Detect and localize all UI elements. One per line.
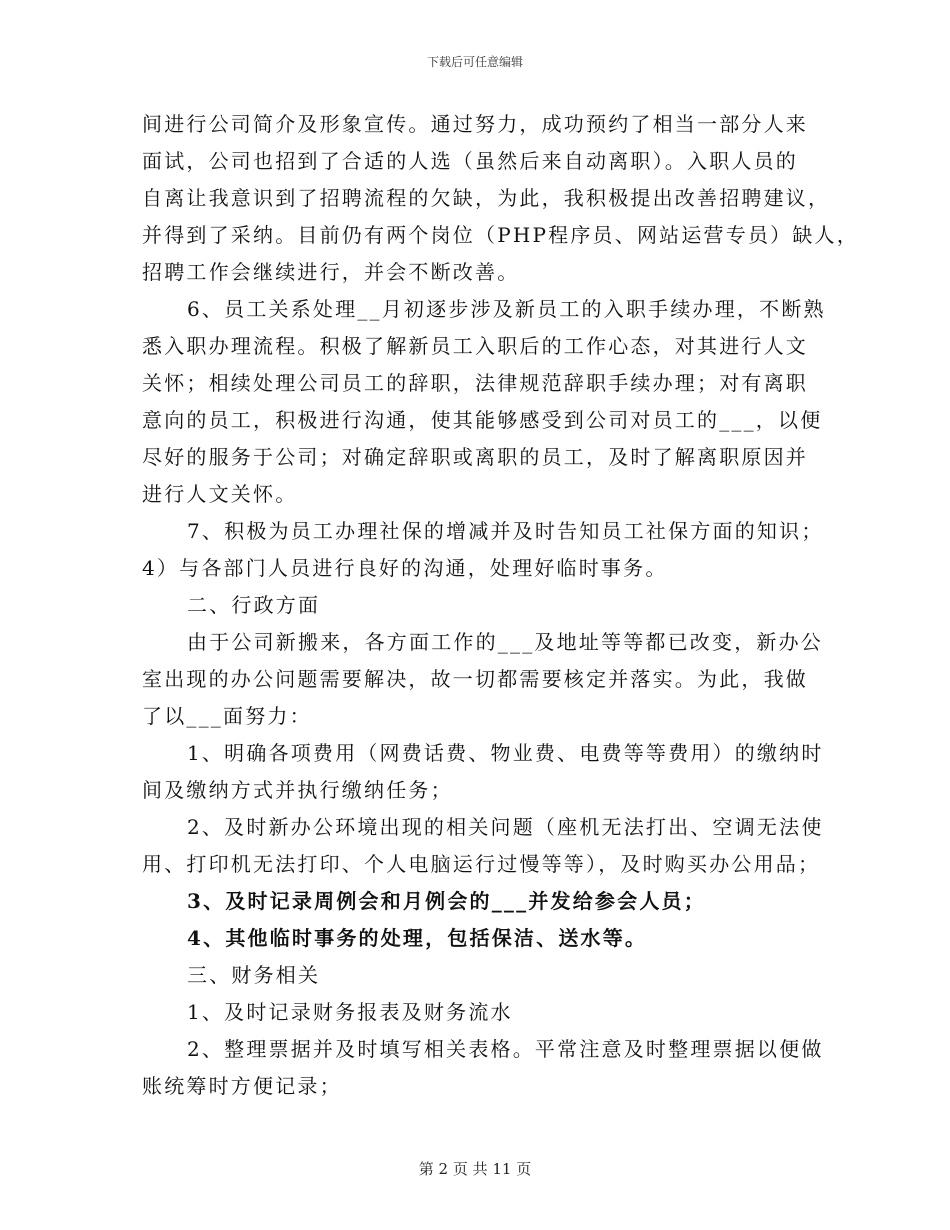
paragraph-line: 用、打印机无法打印、个人电脑运行过慢等等），及时购买办公用品； <box>142 852 821 876</box>
section-heading: 三、财务相关 <box>187 963 321 987</box>
bold-list-item: 3、及时记录周例会和月例会的___并发给参会人员； <box>187 889 706 913</box>
paragraph-line: 1、明确各项费用（网费话费、物业费、电费等等费用）的缴纳时 <box>187 741 824 765</box>
paragraph-line: 悉入职办理流程。积极了解新员工入职后的工作心态，对其进行人文 <box>142 334 808 358</box>
paragraph-line: 7、积极为员工办理社保的增减并及时告知员工社保方面的知识； <box>187 519 824 543</box>
paragraph-line: 自离让我意识到了招聘流程的欠缺，为此，我积极提出改善招聘建议， <box>142 186 831 210</box>
paragraph-line: 1、及时记录财务报表及财务流水 <box>187 1000 513 1024</box>
section-heading: 二、行政方面 <box>187 593 321 617</box>
paragraph-line: 并得到了采纳。目前仍有两个岗位（PHP程序员、网站运营专员）缺人， <box>142 223 859 247</box>
paragraph-line: 2、及时新办公环境出现的相关问题（座机无法打出、空调无法使 <box>187 815 824 839</box>
paragraph-line: 6、员工关系处理__月初逐步涉及新员工的入职手续办理，不断熟 <box>187 297 826 321</box>
paragraph-line: 了以___面努力： <box>142 704 312 728</box>
paragraph-line: 室出现的办公问题需要解决，故一切都需要核定并落实。为此，我做 <box>142 667 808 691</box>
paragraph-line: 面试，公司也招到了合适的人选（虽然后来自动离职）。入职人员的 <box>142 149 798 173</box>
paragraph-line: 账统筹时方便记录； <box>142 1074 342 1098</box>
paragraph-line: 关怀；相续处理公司员工的辞职，法律规范辞职手续办理；对有离职 <box>142 371 808 395</box>
paragraph-line: 意向的员工，积极进行沟通，使其能够感受到公司对员工的___，以便 <box>142 408 823 432</box>
paragraph-line: 4）与各部门人员进行良好的沟通，处理好临时事务。 <box>142 556 668 580</box>
paragraph-line: 进行人文关怀。 <box>142 482 298 506</box>
bold-list-item: 4、其他临时事务的处理，包括保洁、送水等。 <box>187 926 648 950</box>
paragraph-line: 尽好的服务于公司；对确定辞职或离职的员工，及时了解离职原因并 <box>142 445 808 469</box>
paragraph-line: 由于公司新搬来，各方面工作的___及地址等等都已改变，新办公 <box>187 630 823 654</box>
paragraph-line: 间进行公司简介及形象宣传。通过努力，成功预约了相当一部分人来 <box>142 112 808 136</box>
paragraph-line: 间及缴纳方式并执行缴纳任务； <box>142 778 453 802</box>
page-header: 下载后可任意编辑 <box>426 55 523 69</box>
paragraph-line: 2、整理票据并及时填写相关表格。平常注意及时整理票据以便做 <box>187 1037 824 1061</box>
page-footer: 第 2 页 共 11 页 <box>418 1160 532 1178</box>
paragraph-line: 招聘工作会继续进行，并会不断改善。 <box>142 260 520 284</box>
